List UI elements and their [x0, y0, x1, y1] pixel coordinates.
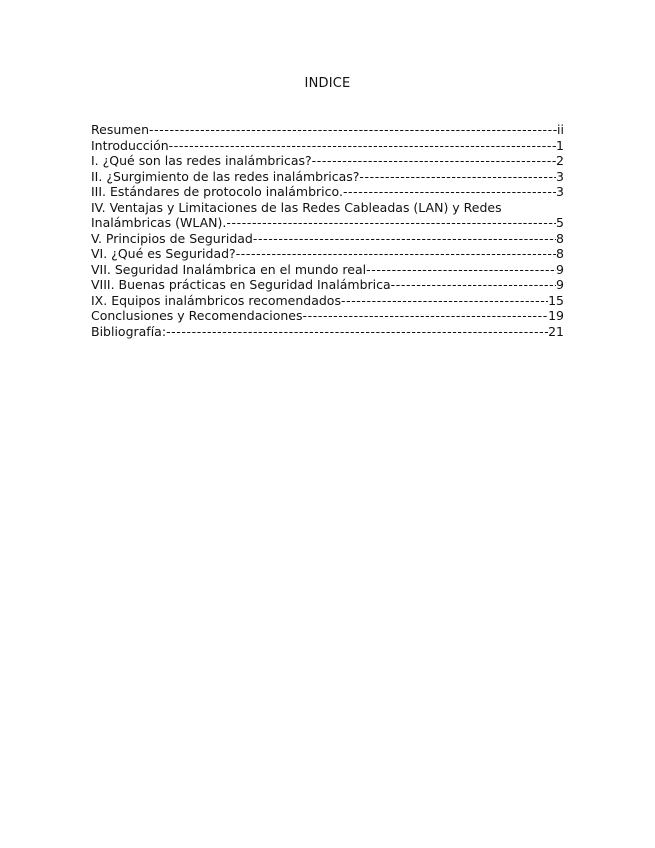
- toc-entry-surgimiento: [91, 169, 564, 185]
- toc-entry-mundo-real: [91, 262, 564, 278]
- page-title: INDICE: [304, 76, 351, 91]
- toc-entry-label: Resumen: [91, 122, 150, 137]
- toc-entry-introduccion: [91, 138, 564, 154]
- toc-entry-label: III. Estándares de protocolo inalámbrico.: [91, 184, 343, 199]
- toc-page-number: 9: [556, 261, 564, 277]
- table-of-contents: [91, 122, 564, 339]
- toc-entry-label: VIII. Buenas prácticas en Seguridad Inalámbrica: [91, 277, 391, 292]
- toc-entry-label: V. Principios de Seguridad: [91, 230, 253, 246]
- toc-entry-buenas-practicas: [91, 277, 564, 293]
- toc-entry-label: IX. Equipos inalámbricos recomendados: [91, 292, 341, 308]
- toc-leader: [236, 246, 556, 262]
- toc-leader: [359, 169, 556, 185]
- toc-leader: [149, 122, 557, 138]
- toc-leader: [366, 262, 556, 278]
- toc-entry-label: II. ¿Surgimiento de las redes inalámbricas?: [91, 168, 360, 184]
- toc-page-number: 19: [548, 308, 564, 323]
- toc-leader: [169, 138, 556, 154]
- toc-entry-equipos: [91, 293, 564, 309]
- toc-page-number: 8: [556, 246, 564, 261]
- toc-page-number: 1: [556, 137, 564, 153]
- toc-leader: [253, 231, 556, 247]
- toc-entry-resumen: [91, 122, 564, 138]
- toc-leader: [343, 184, 556, 200]
- toc-page-number: 8: [556, 230, 564, 246]
- toc-entry-label: Introducción: [91, 137, 169, 153]
- toc-entry-que-son: [91, 153, 564, 169]
- toc-page-number: 3: [556, 184, 564, 199]
- toc-page-number: 21: [548, 323, 564, 339]
- toc-entry-label: Bibliografía:: [91, 323, 167, 339]
- toc-entry-label: I. ¿Qué son las redes inalámbricas?: [91, 153, 312, 168]
- toc-leader: [312, 153, 556, 169]
- toc-leader: [166, 324, 548, 340]
- toc-entry-label: Conclusiones y Recomendaciones: [91, 308, 303, 323]
- toc-page-number: 15: [548, 292, 564, 308]
- toc-leader: [226, 215, 556, 231]
- toc-entry-conclusiones: [91, 308, 564, 324]
- toc-page-number: 2: [556, 153, 564, 168]
- toc-entry-estandares: [91, 184, 564, 200]
- toc-entry-bibliografia: [91, 324, 564, 340]
- toc-entry-que-es-seguridad: [91, 246, 564, 262]
- toc-entry-label: VI. ¿Qué es Seguridad?: [91, 246, 236, 261]
- toc-entry-label: VII. Seguridad Inalámbrica en el mundo real: [91, 261, 367, 277]
- toc-leader: [341, 293, 548, 309]
- toc-leader: [303, 308, 549, 324]
- toc-page-number: 9: [556, 277, 564, 292]
- toc-entry-principios: [91, 231, 564, 247]
- toc-page-number: ii: [557, 122, 564, 137]
- toc-entry-label-line1: IV. Ventajas y Limitaciones de las Redes Cableadas (LAN) y Redes: [91, 199, 502, 215]
- toc-entry-label: Inalámbricas (WLAN).: [91, 215, 227, 230]
- toc-leader: [391, 277, 556, 293]
- toc-page-number: 3: [556, 168, 564, 184]
- toc-entry-ventajas: [91, 200, 564, 231]
- toc-page-number: 5: [556, 215, 564, 230]
